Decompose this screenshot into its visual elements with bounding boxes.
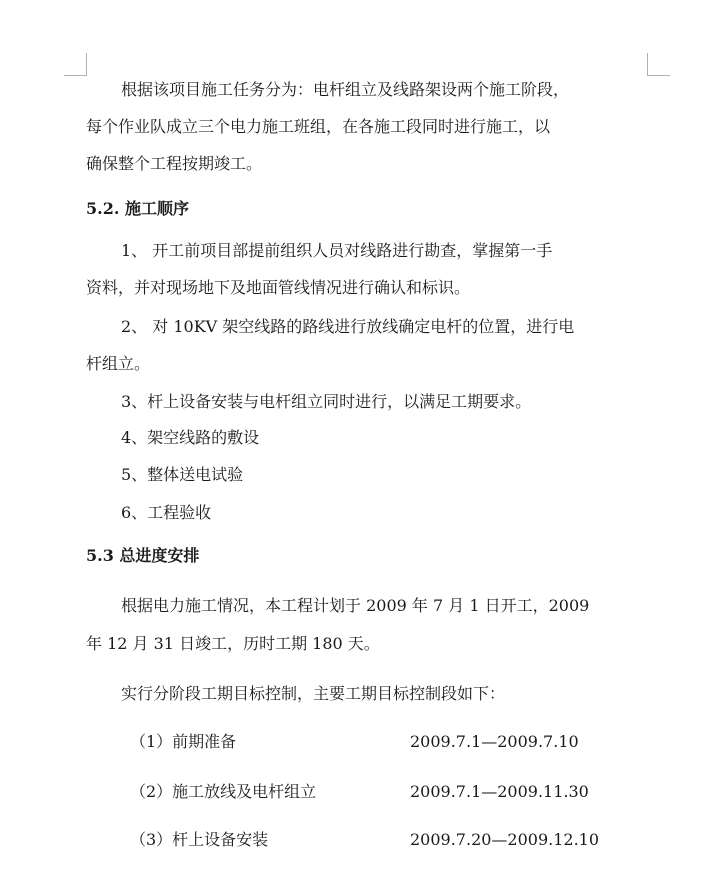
margin-corner-mark-right xyxy=(647,53,670,76)
stage-date-range-3: 2009.7.20—2009.12.10 xyxy=(410,830,600,849)
list-item-4: 4、架空线路的敷设 xyxy=(121,428,260,447)
section-heading-5-2: 5.2. 施工顺序 xyxy=(86,199,189,218)
intro-line-2: 每个作业队成立三个电力施工班组，在各施工段同时进行施工，以 xyxy=(86,117,551,136)
intro-line-1: 根据该项目施工任务分为：电杆组立及线路架设两个施工阶段， xyxy=(121,80,570,99)
list-item-5: 5、整体送电试验 xyxy=(121,465,244,484)
schedule-intro-paragraph: 实行分阶段工期目标控制，主要工期目标控制段如下： xyxy=(121,684,506,703)
list-item-1-line-2: 资料，并对现场地下及地面管线情况进行确认和标识。 xyxy=(86,278,471,297)
margin-corner-mark-left xyxy=(64,53,87,76)
stage-label-1: （1）前期准备 xyxy=(130,732,237,751)
stage-date-range-1: 2009.7.1—2009.7.10 xyxy=(410,732,579,751)
intro-line-3: 确保整个工程按期竣工。 xyxy=(86,154,263,173)
list-item-2-line-1: 2、 对 10KV 架空线路的路线进行放线确定电杆的位置，进行电 xyxy=(121,317,575,336)
stage-label-2: （2）施工放线及电杆组立 xyxy=(130,782,317,801)
schedule-paragraph-line-2: 年 12 月 31 日竣工，历时工期 180 天。 xyxy=(86,634,380,653)
list-item-1-line-1: 1、 开工前项目部提前组织人员对线路进行勘查，掌握第一手 xyxy=(121,241,553,260)
section-heading-5-3: 5.3 总进度安排 xyxy=(86,546,200,565)
schedule-paragraph-line-1: 根据电力施工情况，本工程计划于 2009 年 7 月 1 日开工，2009 xyxy=(121,596,590,615)
list-item-2-line-2: 杆组立。 xyxy=(86,354,151,373)
stage-date-range-2: 2009.7.1—2009.11.30 xyxy=(410,782,589,801)
list-item-3: 3、杆上设备安装与电杆组立同时进行，以满足工期要求。 xyxy=(121,392,532,411)
stage-label-3: （3）杆上设备安装 xyxy=(130,830,269,849)
list-item-6: 6、工程验收 xyxy=(121,503,212,522)
